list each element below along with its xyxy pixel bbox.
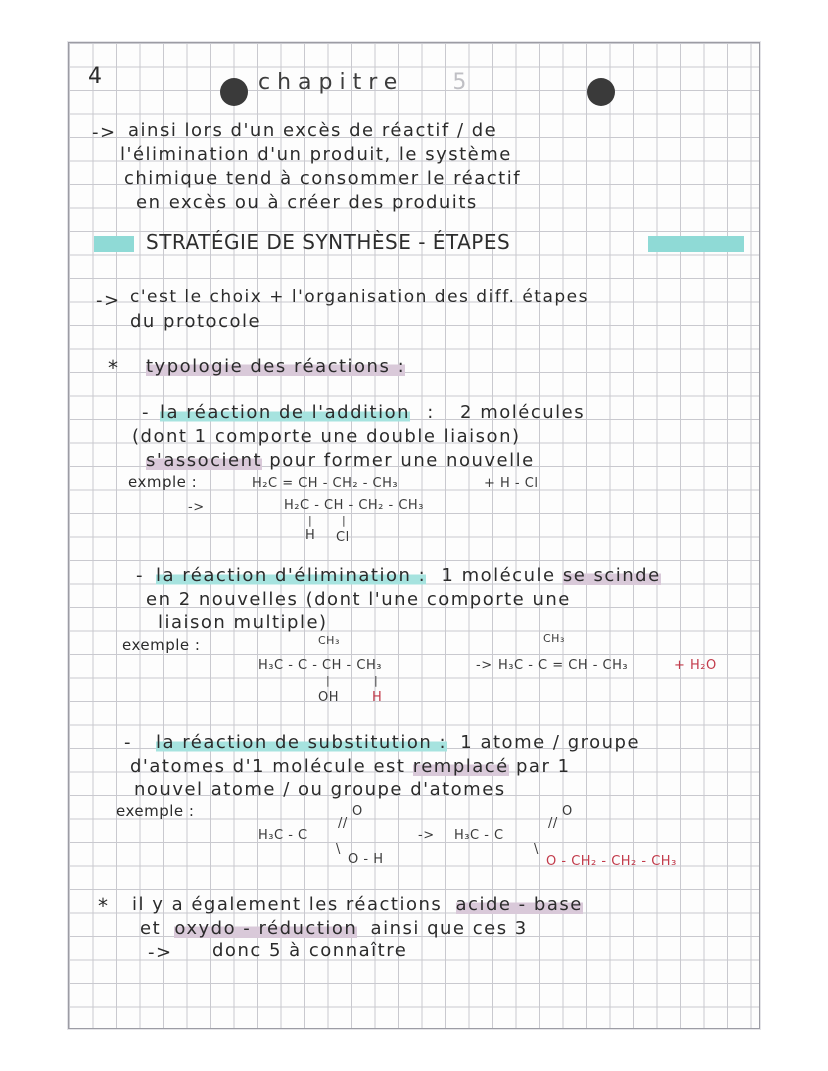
elimination-line-1-highlight: se scinde xyxy=(562,565,661,586)
elimination-product: H₃C - C = CH - CH₃ xyxy=(498,658,629,673)
addition-line-3-highlight: s'associent xyxy=(146,450,263,471)
substitution-reactant-bond: \ xyxy=(336,842,341,857)
definition-line-1: c'est le choix + l'organisation des diff. étapes xyxy=(130,287,589,307)
substitution-line-3: nouvel atome / ou groupe d'atomes xyxy=(134,779,506,800)
other-line-1-highlight: acide - base xyxy=(455,894,583,915)
page-number: 4 xyxy=(88,64,104,89)
heading-band-left xyxy=(94,236,134,252)
intro-arrow: -> xyxy=(92,122,117,143)
elimination-line-2: en 2 nouvelles (dont l'une comporte une xyxy=(146,589,571,610)
elimination-bond-oh: | xyxy=(326,674,331,687)
addition-reactant: H₂C = CH - CH₂ - CH₃ xyxy=(252,476,399,491)
addition-example-label: exmple : xyxy=(128,473,198,491)
substitution-reactant-o: O xyxy=(352,804,363,819)
substitution-product-bond: \ xyxy=(534,842,539,857)
substitution-reactant-tail: O - H xyxy=(348,852,384,867)
addition-line-2: (dont 1 comporte une double liaison) xyxy=(132,426,521,447)
addition-product-bond-2: | xyxy=(342,514,347,527)
substitution-dash: - xyxy=(124,732,132,753)
elimination-arrow: -> xyxy=(476,658,493,673)
intro-line-1: ainsi lors d'un excès de réactif / de xyxy=(128,120,498,141)
substitution-product-double-bond: // xyxy=(548,816,558,831)
typology-title xyxy=(146,356,405,377)
addition-colon: : xyxy=(427,402,435,423)
elimination-product-top: CH₃ xyxy=(543,632,565,645)
other-line-1 xyxy=(132,894,583,915)
addition-line-3 xyxy=(146,450,535,471)
addition-line-3-rest: pour former une nouvelle xyxy=(269,450,535,471)
binder-hole-right xyxy=(587,78,615,106)
other-bullet: * xyxy=(98,894,110,918)
substitution-example-label: exemple : xyxy=(116,802,195,820)
addition-product-bond-1: | xyxy=(308,514,313,527)
other-line-2 xyxy=(140,918,528,939)
intro-line-3: chimique tend à consommer le réactif xyxy=(124,168,522,189)
elimination-example-label: exemple : xyxy=(122,636,201,654)
section-heading: STRATÉGIE DE SYNTHÈSE - ÉTAPES xyxy=(146,230,511,254)
addition-dash: - xyxy=(142,402,150,423)
substitution-reactant: H₃C - C xyxy=(258,828,308,843)
addition-product-h: H xyxy=(305,528,316,543)
other-line-2-a: et xyxy=(140,918,162,939)
substitution-product: H₃C - C xyxy=(454,828,504,843)
substitution-line-2-b: par 1 xyxy=(515,756,571,777)
substitution-reactant-double-bond: // xyxy=(338,816,348,831)
substitution-line-2-highlight: remplacé xyxy=(412,756,509,777)
addition-title-text: la réaction de l'addition xyxy=(160,402,410,423)
intro-line-2: l'élimination d'un produit, le système xyxy=(120,144,512,165)
typology-bullet: * xyxy=(108,356,120,380)
chapter-title xyxy=(258,70,473,95)
addition-arrow: -> xyxy=(188,500,205,515)
elimination-title-text: la réaction d'élimination : xyxy=(156,565,427,586)
addition-product-cl: Cl xyxy=(336,530,350,545)
intro-line-4: en excès ou à créer des produits xyxy=(136,192,478,213)
typology-title-text: typologie des réactions : xyxy=(146,356,406,377)
elimination-bond-h: | xyxy=(374,674,379,687)
other-line-2-highlight: oxydo - réduction xyxy=(174,918,358,939)
substitution-line-2 xyxy=(130,756,571,777)
substitution-product-o: O xyxy=(562,804,573,819)
chapter-word: chapitre xyxy=(258,70,405,95)
other-line-3: donc 5 à connaître xyxy=(212,940,408,961)
addition-line-1-rest: 2 molécules xyxy=(460,402,586,423)
elimination-line-1-a: 1 molécule xyxy=(441,565,556,586)
substitution-title xyxy=(156,732,640,753)
elimination-title xyxy=(156,565,661,586)
elimination-line-3: liaison multiple) xyxy=(158,612,328,633)
substitution-product-tail: O - CH₂ - CH₂ - CH₃ xyxy=(546,854,677,869)
substitution-arrow: -> xyxy=(418,828,435,843)
heading-band-right xyxy=(648,236,744,252)
notebook-page xyxy=(68,42,760,1029)
elimination-reactant: H₃C - C - CH - CH₃ xyxy=(258,658,382,673)
substitution-line-2-a: d'atomes d'1 molécule est xyxy=(130,756,406,777)
definition-line-2: du protocole xyxy=(130,311,262,332)
elimination-oh: OH xyxy=(318,690,340,705)
substitution-line-1-rest: 1 atome / groupe xyxy=(460,732,641,753)
addition-reagent: + H - Cl xyxy=(484,476,539,491)
substitution-title-text: la réaction de substitution : xyxy=(156,732,448,753)
binder-hole-left xyxy=(220,78,248,106)
other-line-1-a: il y a également les réactions xyxy=(132,894,443,915)
chapter-number: 5 xyxy=(452,70,474,95)
addition-title xyxy=(160,402,585,423)
other-line-2-b: ainsi que ces 3 xyxy=(370,918,528,939)
elimination-h: H xyxy=(372,690,383,705)
definition-arrow: -> xyxy=(96,290,121,311)
addition-product: H₂C - CH - CH₂ - CH₃ xyxy=(284,498,424,513)
elimination-dash: - xyxy=(136,565,144,586)
elimination-byproduct: + H₂O xyxy=(674,658,717,673)
elimination-reactant-top: CH₃ xyxy=(318,634,340,647)
other-arrow: -> xyxy=(148,942,173,963)
